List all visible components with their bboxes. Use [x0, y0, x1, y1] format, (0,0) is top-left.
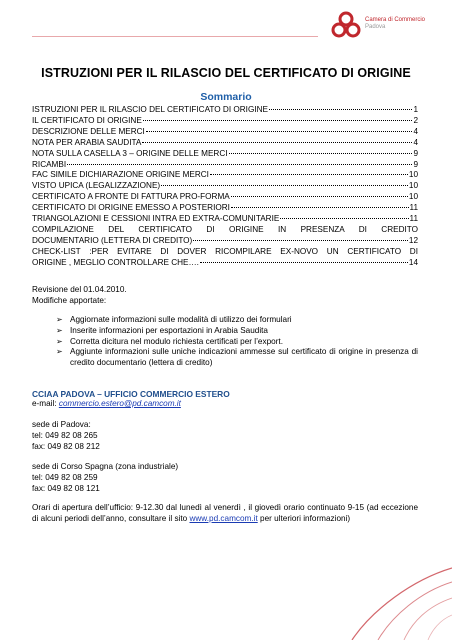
- spagna-fax: fax: 049 82 08 121: [32, 483, 100, 493]
- padova-label: sede di Padova:: [32, 420, 91, 429]
- toc-entry[interactable]: [32, 127, 418, 138]
- toc-entry-title: TRIANGOLAZIONI E CESSIONI INTRA ED EXTRA-COMUNITARIE: [32, 214, 280, 224]
- toc-leader: [142, 142, 412, 143]
- list-item: [56, 337, 418, 348]
- change-text: Aggiornate informazioni sulle modalità di utilizzo dei formulari: [70, 315, 292, 324]
- toc-entry[interactable]: [32, 160, 418, 171]
- toc-entry[interactable]: [32, 214, 418, 225]
- toc-leader: [193, 240, 408, 241]
- toc-entry-title: ISTRUZIONI PER IL RILASCIO DEL CERTIFICATO DI ORIGINE: [32, 105, 268, 114]
- toc-entry-title: FAC SIMILE DICHIARAZIONE ORIGINE MERCI: [32, 170, 209, 180]
- spagna-office: [32, 462, 178, 494]
- toc-entry[interactable]: [32, 116, 418, 127]
- arrow-bullet-icon: ➢: [56, 336, 63, 346]
- logo-line-2: Padova: [365, 24, 386, 30]
- spagna-label: sede di Corso Spagna (zona industriale): [32, 462, 179, 471]
- toc-entry-line-1[interactable]: CHECK-LIST :PER EVITARE DI DOVER RICOMPILARE EX-NOVO UN CERTIFICATO DI: [32, 246, 418, 256]
- trefoil-logo-icon: [330, 10, 362, 40]
- toc-leader: [231, 196, 408, 197]
- padova-office: [32, 420, 100, 452]
- toc-leader: [210, 174, 408, 175]
- toc-page: 2: [413, 115, 418, 125]
- toc-entry[interactable]: [32, 236, 418, 247]
- toc-entry[interactable]: [32, 192, 418, 203]
- corner-swirl-decoration: [332, 560, 452, 640]
- toc-entry-title: DESCRIZIONE DELLE MERCI: [32, 126, 145, 136]
- revision-info: [32, 284, 127, 306]
- toc-page: 11: [409, 203, 418, 213]
- toc-entry[interactable]: [32, 203, 418, 214]
- toc-page: 10: [408, 181, 418, 191]
- office-heading: CCIAA PADOVA – UFFICIO COMMERCIO ESTERO: [32, 389, 230, 399]
- revision-date: Revisione del 01.04.2010.: [32, 285, 127, 294]
- arrow-bullet-icon: ➢: [56, 325, 63, 335]
- toc-entry-title: RICAMBI: [32, 159, 67, 169]
- toc-entry[interactable]: [32, 258, 418, 269]
- toc-entry-title: CERTIFICATO DI ORIGINE EMESSO A POSTERIORI: [32, 203, 230, 213]
- changes-label: Modifiche apportate:: [32, 296, 107, 305]
- toc-page: 1: [413, 105, 418, 114]
- document-title: ISTRUZIONI PER IL RILASCIO DEL CERTIFICATO DI ORIGINE: [41, 66, 411, 80]
- summary-heading: Sommario: [200, 91, 252, 103]
- toc-page: 4: [413, 126, 418, 136]
- logo-line-1: Camera di Commercio: [365, 17, 426, 23]
- spagna-tel: tel: 049 82 08 259: [32, 472, 98, 482]
- padova-tel: tel: 049 82 08 265: [32, 430, 98, 440]
- toc-entry[interactable]: [32, 105, 418, 116]
- email-line: [32, 399, 181, 410]
- toc-leader: [229, 153, 413, 154]
- toc-entry-title: CERTIFICATO A FRONTE DI FATTURA PRO-FORMA: [32, 192, 230, 202]
- change-text: Aggiunte informazioni sulle uniche indicazioni ammesse sul certificato di origine in presenza di credito documentario (lettera di credito): [70, 347, 418, 368]
- logo-text: [365, 17, 425, 31]
- toc-entry[interactable]: [32, 138, 418, 149]
- toc-entry-title: NOTA SULLA CASELLA 3 – ORIGINE DELLE MERCI: [32, 148, 228, 158]
- toc-page: 12: [408, 235, 418, 245]
- hours-text-end: per ulteriori informazioni): [257, 513, 351, 523]
- change-text: Corretta dicitura nel modulo richiesta certificati per l’export.: [70, 336, 283, 346]
- chamber-logo: [330, 10, 430, 40]
- toc-entry-title: IL CERTIFICATO DI ORIGINE: [32, 115, 142, 125]
- toc-page: 10: [408, 170, 418, 180]
- toc-leader: [143, 120, 413, 121]
- changes-list: [56, 315, 418, 369]
- toc-page: 10: [408, 192, 418, 202]
- toc-entry[interactable]: [32, 149, 418, 160]
- toc-leader: [146, 131, 413, 132]
- website-link[interactable]: www.pd.camcom.it: [189, 513, 258, 523]
- toc-leader: [161, 185, 408, 186]
- email-label: e-mail:: [32, 399, 59, 408]
- toc-leader: [67, 164, 412, 165]
- arrow-bullet-icon: ➢: [56, 347, 63, 357]
- toc-leader: [280, 218, 408, 219]
- toc-leader: [269, 109, 412, 110]
- toc-page: 14: [408, 257, 418, 267]
- toc-page: 11: [409, 214, 418, 224]
- toc-entry-line-1[interactable]: COMPILAZIONE DEL CERTIFICATO DI ORIGINE IN PRESENZA DI CREDITO: [32, 224, 418, 234]
- table-of-contents: [32, 105, 418, 269]
- toc-entry-title: VISTO UPICA (LEGALIZZAZIONE): [32, 181, 161, 191]
- list-item: [56, 315, 418, 326]
- padova-fax: fax: 049 82 08 212: [32, 441, 100, 451]
- toc-page: 9: [413, 148, 418, 158]
- header-rule: [32, 36, 318, 37]
- toc-entry[interactable]: [32, 170, 418, 181]
- list-item: [56, 347, 418, 369]
- opening-hours: [32, 503, 418, 525]
- toc-page: 9: [413, 159, 418, 169]
- toc-entry-title: ORIGINE , MEGLIO CONTROLLARE CHE….: [32, 257, 199, 267]
- toc-entry-title: NOTA PER ARABIA SAUDITA: [32, 137, 142, 147]
- change-text: Inserite informazioni per esportazioni in Arabia Saudita: [70, 325, 268, 335]
- arrow-bullet-icon: ➢: [56, 315, 63, 324]
- toc-entry[interactable]: [32, 181, 418, 192]
- email-link[interactable]: commercio.estero@pd.camcom.it: [58, 399, 181, 408]
- list-item: [56, 326, 418, 337]
- toc-leader: [231, 207, 409, 208]
- toc-page: 4: [413, 137, 418, 147]
- toc-leader: [200, 262, 408, 263]
- hours-text: Orari di apertura dell’ufficio: 9-12.30 dal lunedì al venerdì , il giovedì orario continuato 9-15 (ad eccezione di alcuni periodi dell’anno, consultare il sito: [32, 503, 418, 523]
- toc-entry-title: DOCUMENTARIO (LETTERA DI CREDITO): [32, 235, 193, 245]
